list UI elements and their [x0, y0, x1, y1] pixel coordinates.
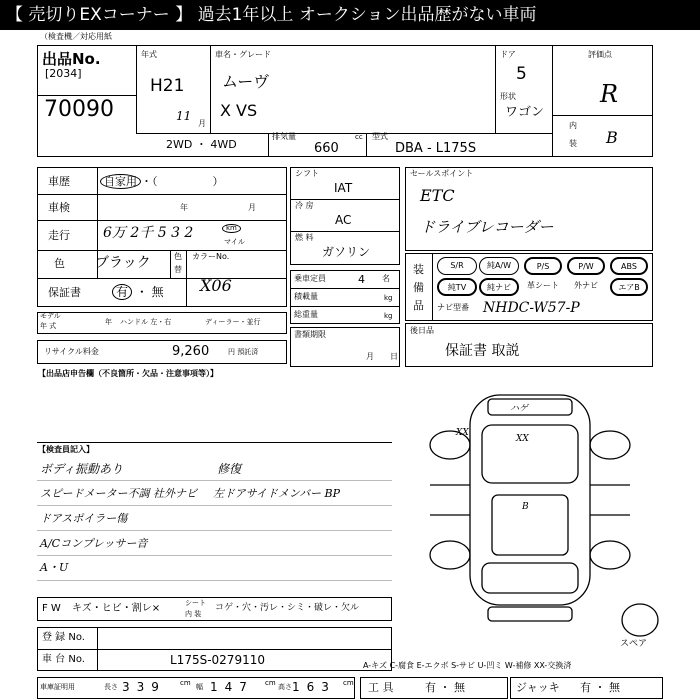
front-bumper-mark: ハゲ: [510, 404, 529, 414]
model-year-year: 年: [105, 318, 112, 326]
warranty-no: ・ 無: [135, 285, 164, 299]
recycle-unit: 円 預託済: [228, 348, 259, 356]
width-label: 幅: [196, 683, 203, 691]
width-value: 147: [210, 680, 254, 694]
equip-sunroof: S/R: [437, 257, 477, 275]
color-change-label-2: 替: [174, 265, 182, 274]
inspector-note-5: A・U: [40, 561, 69, 574]
chassis-label: 車 台 No.: [42, 654, 85, 665]
equip-abs: ABS: [610, 257, 648, 275]
fl-fender-mark: XX: [456, 428, 469, 438]
interior-label-1: 内: [569, 121, 577, 130]
inspector-note-3: ドアスポイラー傷: [40, 512, 128, 525]
equip-alloy-wheels: 純A/W: [479, 257, 519, 275]
doc-expiry-day: 日: [390, 352, 398, 361]
year-month: 11: [176, 109, 192, 123]
warranty-label: 保証書: [48, 286, 81, 299]
history-rest: ・（ ）: [141, 175, 224, 188]
score-value: R: [600, 80, 619, 108]
inspection-year: 年: [180, 203, 188, 212]
navi-model-label: ナビ型番: [437, 303, 469, 312]
doc-expiry-label: 書類期限: [294, 330, 326, 339]
post-items-label: 後日品: [410, 326, 434, 335]
capacity-value: 4: [358, 273, 365, 286]
equip-power-windows: P/W: [567, 257, 605, 275]
equip-genuine-navi: 純ナビ: [479, 278, 519, 296]
equip-genuine-tv: 純TV: [437, 278, 477, 296]
spare-label: スペア: [620, 639, 648, 649]
displacement-unit: cc: [355, 133, 363, 141]
gross-label: 総重量: [294, 310, 318, 319]
lot-label: 出品No.: [42, 50, 101, 68]
selling-points-label: セールスポイント: [410, 169, 474, 178]
dealer-options: ディーラー・並行: [205, 318, 261, 326]
tools-label: 工 具: [368, 681, 394, 694]
color-value: ブラック: [95, 255, 151, 271]
type-code-value: DBA - L175S: [395, 141, 477, 156]
seat-label-1: シート: [185, 599, 206, 607]
equipment-label-char-1: 装: [413, 263, 424, 276]
rear-right-wheel: [590, 541, 630, 569]
top-info-block: [37, 45, 653, 157]
tools-value: 有 ・ 無: [425, 681, 465, 694]
seat-label-2: 内 装: [185, 610, 202, 618]
equip-airbags: エアB: [610, 278, 648, 296]
selling-point-1: ETC: [420, 186, 455, 205]
doc-expiry-month: 月: [366, 352, 374, 361]
registration-label: 登 録 No.: [42, 632, 85, 643]
roof-mark: B: [522, 502, 529, 512]
length-value: 339: [122, 680, 166, 694]
inspection-month: 月: [248, 203, 256, 212]
selling-points-block: [405, 167, 653, 251]
height-unit: cm: [343, 679, 354, 687]
seat-items: コゲ・穴・汚レ・シミ・破レ・欠ル: [215, 603, 360, 613]
car-damage-diagram: [400, 385, 660, 640]
type-code-label: 型式: [372, 132, 388, 141]
color-label: 色: [54, 257, 65, 270]
car-roof-outline: [492, 495, 568, 555]
navi-model-value: NHDC-W57-P: [483, 300, 580, 316]
inspector-note-2: スピードメーター不調 社外ナビ: [40, 487, 197, 500]
spare-tire: [622, 604, 658, 636]
post-items-block: [405, 323, 653, 367]
dealer-report-label: 【出品店申告欄（不良箇所・欠品・注意事項等）】: [38, 369, 218, 378]
car-rear-outline: [482, 563, 578, 593]
mileage-unit-km: km: [222, 224, 241, 233]
fuel-label: 燃 料: [295, 233, 314, 242]
shift-label: シフト: [295, 169, 319, 178]
model-year-label-2: 年 式: [40, 322, 57, 330]
selling-point-2: ドライブレコーダー: [420, 218, 554, 236]
lot-tag: [2034]: [45, 67, 82, 80]
equip-power-steering: P/S: [524, 257, 562, 275]
car-hood-outline: [482, 425, 578, 483]
body-type-value: ワゴン: [505, 105, 545, 120]
model-name: ムーヴ: [222, 72, 270, 91]
height-value: 163: [292, 680, 336, 694]
length-unit: cm: [180, 679, 191, 687]
interior-label-2: 装: [569, 139, 577, 148]
model-grade: X VS: [220, 101, 258, 120]
year-month-unit: 月: [198, 119, 206, 128]
inspector-note-1: ボディ振動あり: [40, 462, 124, 476]
chassis-value: L175S-0279110: [170, 653, 265, 667]
fw-items: キズ・ヒビ・割レ×: [72, 603, 161, 614]
year-label: 年式: [141, 50, 157, 59]
doors-value: 5: [516, 64, 527, 84]
gross-unit: kg: [384, 312, 393, 320]
aircon-value: AC: [335, 213, 352, 227]
mileage-value: 6万 2千 5 3 2: [103, 225, 194, 241]
handle-options: ハンドル 左・右: [120, 318, 172, 326]
inspector-label: 【検査員記入】: [38, 445, 94, 454]
equipment-label-char-3: 品: [413, 299, 424, 312]
year-era: H21: [150, 76, 185, 96]
dimensions-label: 車庫証明用: [40, 683, 75, 691]
aircon-label: 冷 房: [295, 201, 314, 210]
inspector-note-4: A/Cコンプレッサー音: [40, 537, 148, 550]
mileage-label: 走行: [48, 229, 70, 242]
color-change-label-1: 色: [174, 252, 182, 261]
fw-label: F W: [42, 603, 61, 614]
capacity-label: 乗車定員: [294, 274, 326, 283]
equip-aftermarket-navi: 外ナビ: [574, 281, 598, 290]
displacement-value: 660: [314, 141, 339, 156]
lot-number: 70090: [44, 97, 114, 122]
shift-value: IAT: [334, 181, 353, 195]
auction-banner: 【 売切りEXコーナー 】 過去1年以上 オークション出品歴がない車両: [0, 0, 700, 30]
mileage-unit-mile: マイル: [224, 238, 245, 246]
damage-legend: A-キズ C-腐食 E-エクボ S-サビ U-凹ミ W-補修 XX-交換済: [363, 661, 572, 670]
height-label: 高さ: [278, 683, 292, 691]
model-year-label-1: モデル: [40, 312, 61, 320]
fuel-value: ガソリン: [322, 245, 371, 259]
doors-label: ドア: [500, 50, 516, 59]
capacity-unit: 名: [382, 274, 390, 283]
recycle-value: 9,260: [172, 344, 210, 359]
jack-value: 有 ・ 無: [580, 681, 620, 694]
hood-mark: XX: [516, 434, 529, 444]
inspector-note-right-1: 修復: [217, 462, 242, 476]
front-right-wheel: [590, 431, 630, 459]
equip-leather-seats: 革シート: [527, 281, 559, 290]
jack-label: ジャッキ: [516, 681, 560, 694]
inspection-label: 車検: [48, 201, 70, 214]
interior-score: B: [606, 128, 618, 147]
history-label: 車歴: [48, 175, 70, 188]
load-label: 積載量: [294, 292, 318, 301]
color-code-label: カラーNo.: [192, 252, 230, 261]
recycle-label: リサイクル料金: [44, 347, 99, 356]
post-items-value: 保証書 取説: [445, 343, 520, 359]
width-unit: cm: [265, 679, 276, 687]
rear-left-wheel: [430, 541, 470, 569]
load-unit: kg: [384, 294, 393, 302]
header-note: （検査機／対応用紙: [40, 32, 112, 41]
color-code-value: X06: [200, 276, 232, 295]
body-type-label: 形状: [500, 92, 516, 101]
inspector-note-right-2: 左ドアサイドメンバー BP: [213, 487, 341, 500]
equipment-label-char-2: 備: [413, 281, 424, 294]
displacement-label: 排気量: [272, 132, 296, 141]
score-label: 評価点: [588, 50, 612, 59]
warranty-yes: 有: [112, 284, 132, 300]
history-private: 自家用: [100, 174, 141, 189]
model-label: 車名・グレード: [215, 50, 271, 59]
drive-type: 2WD ・ 4WD: [166, 138, 237, 151]
length-label: 長さ: [104, 683, 118, 691]
